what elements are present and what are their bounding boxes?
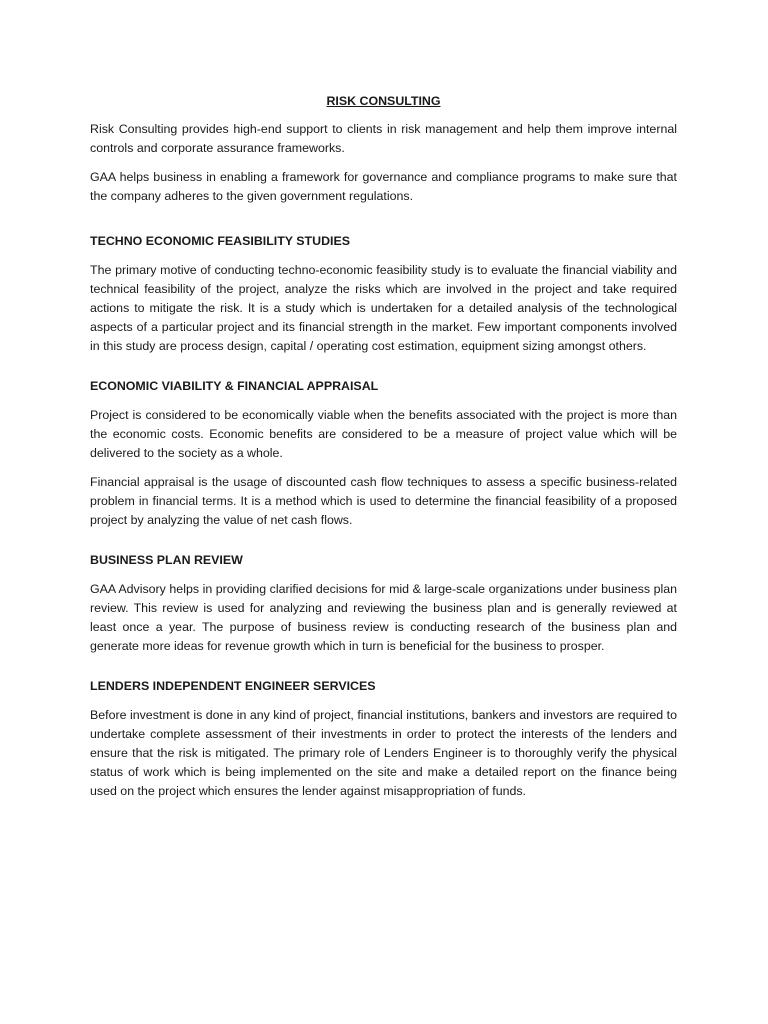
section-heading: ECONOMIC VIABILITY & FINANCIAL APPRAISAL bbox=[90, 379, 379, 393]
section-techno-economic bbox=[90, 232, 677, 356]
section-paragraph: GAA Advisory helps in providing clarified decisions for mid & large-scale organizations under business plan review. This review is used for analyzing and reviewing the business plan and is generally reviewed at least once a year. The purpose of business review is conducting research of the business plan and generate more ideas for revenue growth which in turn is beneficial for the business to prosper. bbox=[90, 582, 677, 653]
section-paragraph: Project is considered to be economically viable when the benefits associated with the project is more than the economic costs. Economic benefits are considered to be a measure of project value which will be delivered to the society as a whole. bbox=[90, 408, 677, 460]
section-paragraph: The primary motive of conducting techno-economic feasibility study is to evaluate the financial viability and technical feasibility of the project, analyze the risks which are involved in the project and take required actions to mitigate the risk. It is a study which is undertaken for a detailed analysis of the technological aspects of a particular project and its financial strength in the market. Few important components involved in this study are process design, capital / operating cost estimation, equipment sizing amongst others. bbox=[90, 263, 677, 353]
intro-paragraph-2: GAA helps business in enabling a framework for governance and compliance programs to make sure that the company adheres to the given government regulations. bbox=[90, 170, 677, 203]
section-paragraph: Before investment is done in any kind of project, financial institutions, bankers and investors are required to undertake complete assessment of their investments in order to protect the interests of the lenders and ensure that the risk is mitigated. The primary role of Lenders Engineer is to thoroughly verify the physical status of work which is being implemented on the site and make a detailed report on the finance being used on the project which ensures the lender against misappropriation of funds. bbox=[90, 708, 677, 798]
section-paragraph: Financial appraisal is the usage of discounted cash flow techniques to assess a specific business-related problem in financial terms. It is a method which is used to determine the financial feasibility of a proposed project by analyzing the value of net cash flows. bbox=[90, 475, 677, 527]
section-heading: LENDERS INDEPENDENT ENGINEER SERVICES bbox=[90, 679, 376, 693]
document-title: RISK CONSULTING bbox=[326, 94, 441, 108]
section-heading: TECHNO ECONOMIC FEASIBILITY STUDIES bbox=[90, 234, 350, 248]
intro-paragraph-1: Risk Consulting provides high-end support to clients in risk management and help them improve internal controls and corporate assurance frameworks. bbox=[90, 122, 677, 155]
section-lenders-engineer bbox=[90, 677, 677, 801]
section-business-plan-review bbox=[90, 551, 677, 656]
document-page bbox=[90, 92, 677, 822]
section-economic-viability bbox=[90, 377, 677, 530]
section-heading: BUSINESS PLAN REVIEW bbox=[90, 553, 243, 567]
section-risk-consulting bbox=[90, 92, 677, 206]
